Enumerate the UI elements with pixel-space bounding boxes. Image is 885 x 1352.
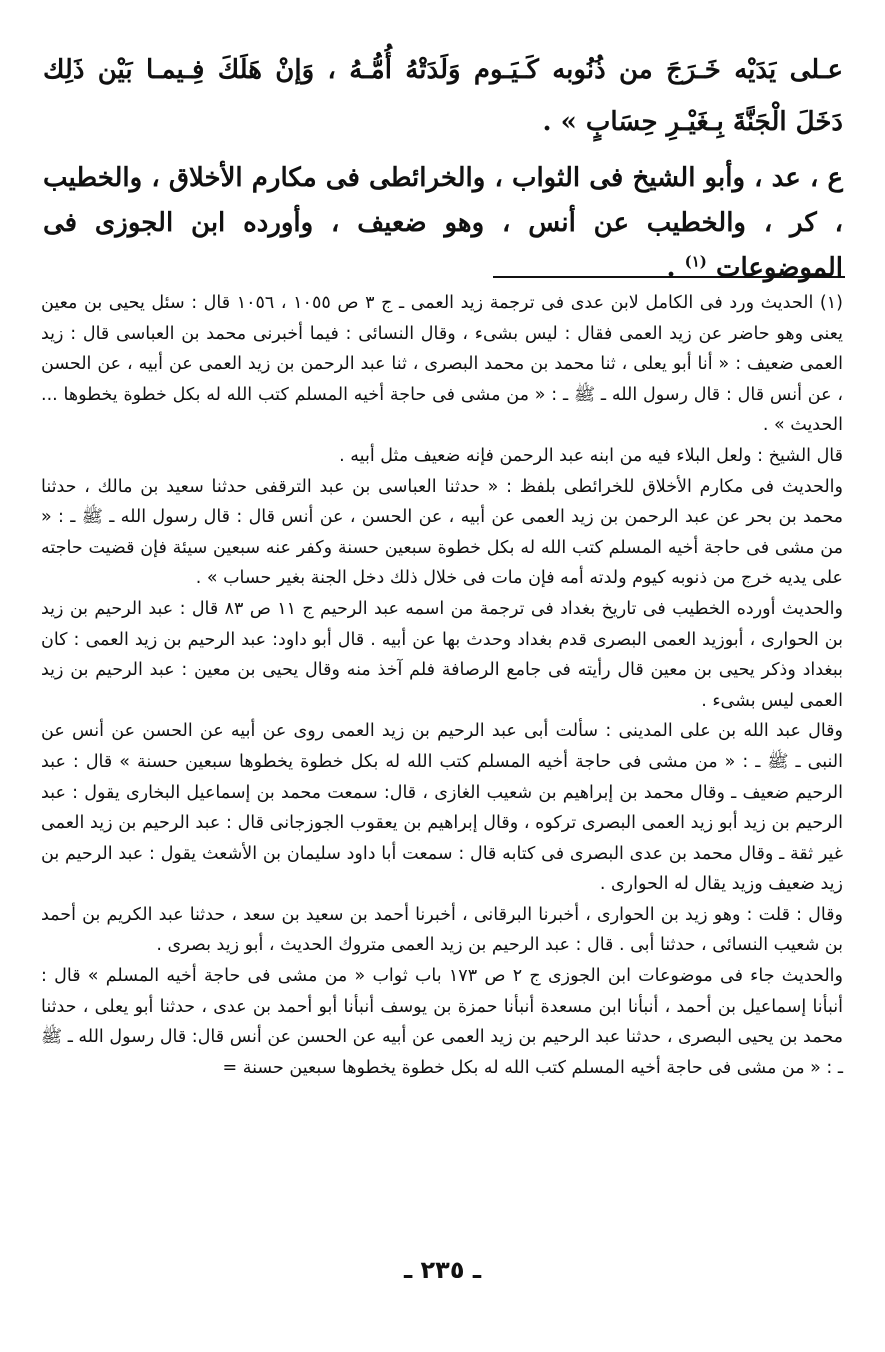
sources-text: ع ، عد ، وأبو الشيخ فى الثواب ، والخرائطى فى مكارم الأخلاق ، والخطيب ، كر ، والخطيب عن أنس ، وهو ضعيف ، وأورده ابن الجوزى فى الموضوعات <box>43 163 843 283</box>
footnote-reference: (١) <box>684 252 707 271</box>
footnote-paragraph: قال الشيخ : ولعل البلاء فيه من ابنه عبد الرحمن فإنه ضعيف مثل أبيه . <box>339 445 843 466</box>
hadith-text-end: عـلى يَدَيْه خَـرَجَ من ذُنُوبه كَـيَـوم وَلَدَتْهُ أُمُّـهُ ، وَإنْ هَلَكَ فِـيمـا بَيْن ذَلِك دَخَلَ الْجَنَّةَ بِـغَيْـرِ حِسَابٍ » . <box>43 55 843 137</box>
main-text <box>43 44 843 291</box>
footnote-paragraph: والحديث فى مكارم الأخلاق للخرائطى بلفظ : « حدثنا العباسى بن عبد الترقفى حدثنا سعيد بن مالك ، حدثنا محمد بن بحر عن عبد الرحمن بن زيد العمى عن أبيه ، عن الحسن ، عن أنس قال : قال رسول الله ـ ﷺ ـ : « من مشى فى حاجة أخيه المسلم كتب الله له بكل خطوة سبعين حسنة وكفر عنه سبعين سيئة فإن قضيت حاجته على يديه خرج من ذنوبه كيوم ولدته أمه فإن مات فى خلال ذلك دخل الجنة بغير حساب » . <box>41 476 843 589</box>
footnotes <box>41 288 843 1083</box>
hadith-sources <box>43 156 843 291</box>
footnote-paragraph: وقال عبد الله بن على المدينى : سألت أبى عبد الرحيم بن زيد العمى روى عن أبيه عن الحسن عن أنس عن النبى ـ ﷺ ـ : « من مشى فى حاجة أخيه المسلم كتب الله له بكل خطوة يخطوها سبعين حسنة » قال : عبد الرحيم ضعيف ـ وقال محمد بن إبراهيم بن شعيب الغازى ، قال: سمعت محمد بن إسماعيل البخارى يقول : عبد الرحيم بن زيد أبو زيد العمى البصرى تركوه ، وقال إبراهيم بن يعقوب الجوزجانى قال : عبد الرحيم بن زيد العمى غير ثقة ـ وقال محمد بن عدى البصرى فى كتابه قال : سمعت أبا داود سليمان بن الأشعث يقول : عبد الرحيم بن زيد ضعيف وزيد يقال له الحوارى . <box>41 721 843 895</box>
page-number: ـ ٢٣٥ ـ <box>403 1256 482 1284</box>
footnote-paragraph: (١) الحديث ورد فى الكامل لابن عدى فى ترجمة زيد العمى ـ ج ٣ ص ١٠٥٥ ، ١٠٥٦ قال : سئل يحيى بن معين يعنى وهو حاضر عن زيد العمى فقال : ليس بشىء ، وقال النسائى : فيما أخبرنى محمد بن العباسى قال : زيد العمى ضعيف : « أنا أبو يعلى ، ثنا محمد بن محمد البصرى ، ثنا عبد الرحمن بن زيد العمى عن أبيه ، عن الحسن ، عن أنس قال : قال رسول الله ـ ﷺ ـ : « من مشى فى حاجة أخيه المسلم كتب الله له بكل خطوة يخطوها ... الحديث » . <box>41 293 843 436</box>
footnote-paragraph: والحديث أورده الخطيب فى تاريخ بغداد فى ترجمة من اسمه عبد الرحيم ج ١١ ص ٨٣ قال : عبد الرحيم بن زيد بن الحوارى ، أبوزيد العمى البصرى قدم بغداد وحدث بها عن أبيه . قال أبو داود: عبد الرحيم بن زيد العمى : كان ببغداد وذكر يحيى بن معين قال رأيته فى جامع الرصافة فلم آخذ منه وقال يحيى بن معين : عبد الرحيم بن زيد العمى ليس بشىء . <box>41 598 843 711</box>
footnote-paragraph: والحديث جاء فى موضوعات ابن الجوزى ج ٢ ص ١٧٣ باب ثواب « من مشى فى حاجة أخيه المسلم » قال : أنبأنا إسماعيل بن أحمد ، أنبأنا ابن مسعدة أنبأنا حمزة بن يوسف أنبأنا أبو أحمد بن عدى ، حدثنا أبو يعلى ، حدثنا محمد بن يحيى البصرى ، حدثنا عبد الرحيم بن زيد العمى عن أبيه عن الحسن عن أنس قال: قال رسول الله ـ ﷺ ـ : « من مشى فى حاجة أخيه المسلم كتب الله له بكل خطوة يخطوها سبعين حسنة = <box>41 966 843 1078</box>
footnote-paragraph: وقال : قلت : وهو زيد بن الحوارى ، أخبرنا البرقانى ، أخبرنا أحمد بن سعيد بن سعد ، حدثنا عبد الكريم بن أحمد بن شعيب النسائى ، حدثنا أبى . قال : عبد الرحيم بن زيد العمى متروك الحديث ، أبو زيد بصرى . <box>41 904 843 956</box>
footnote-separator <box>493 276 845 278</box>
sources-text-end: . <box>666 253 685 283</box>
